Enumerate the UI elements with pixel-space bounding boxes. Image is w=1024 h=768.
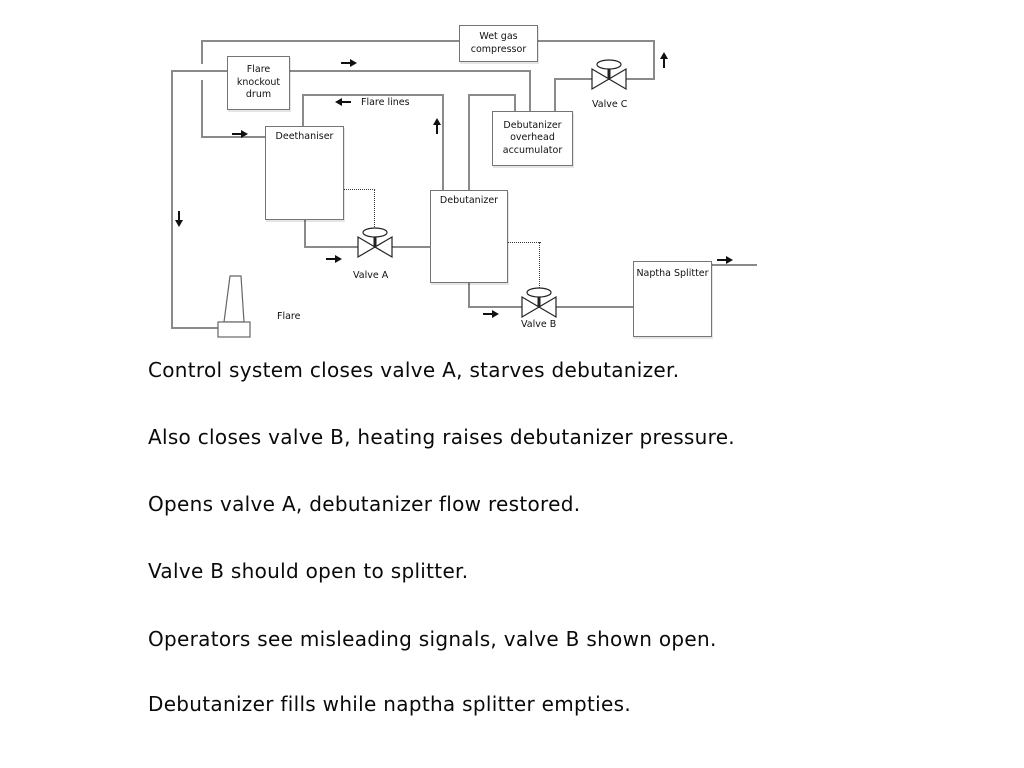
flare-label: Flare: [277, 311, 301, 322]
valve-a-label: Valve A: [353, 270, 389, 281]
pipe-drum-to-accumulator: [290, 70, 530, 72]
flow-arrow-down-flare-riser: [175, 211, 183, 227]
control-valve-a-icon: [357, 227, 393, 259]
pipe-valve-c-riser: [653, 40, 655, 80]
control-valve-b-icon: [521, 287, 557, 319]
pipe-deethaniser-bottoms: [304, 220, 306, 248]
signal-line-debutanizer-to-valve-b-v: [539, 242, 540, 288]
bullet-line-3: Opens valve A, debutanizer flow restored.: [148, 492, 581, 516]
flare-lines-label: Flare lines: [361, 97, 410, 108]
pipe-flare-riser: [171, 70, 173, 329]
pipe-overhead-drop-to-accumulator: [514, 94, 516, 112]
flare-stack-icon: [215, 274, 252, 339]
pipe-feed-downcomer-lower: [201, 80, 203, 138]
flow-arrow-left-flare-lines: [335, 98, 351, 106]
pipe-debutanizer-overhead-riser: [468, 94, 470, 190]
signal-line-deethaniser-to-valve-a-h: [344, 189, 375, 190]
pipe-drum-inlet: [172, 70, 227, 72]
box-debutanizer-overhead-accumulator: [492, 111, 573, 166]
control-valve-c-icon: [591, 59, 627, 91]
pipe-flare-header-to-deethaniser: [302, 94, 304, 127]
flow-arrow-right-splitter-outlet: [717, 256, 733, 264]
box-deethaniser-label: Deethaniser: [275, 131, 334, 142]
box-flare-knockout-drum-label: Flare knockout drum: [236, 64, 281, 101]
bullet-line-5: Operators see misleading signals, valve B shown open.: [148, 627, 717, 651]
pipe-debutanizer-flare-riser: [442, 94, 444, 190]
valve-c-label: Valve C: [592, 99, 628, 110]
bullet-line-6: Debutanizer fills while naptha splitter empties.: [148, 692, 632, 716]
flow-arrow-up-debutanizer-flare: [433, 118, 441, 134]
box-flare-knockout-drum: [227, 56, 290, 110]
pipe-compressor-discharge: [538, 40, 655, 42]
box-deethaniser: [265, 126, 344, 220]
pipe-splitter-outlet: [712, 264, 757, 266]
bullet-line-1: Control system closes valve A, starves debutanizer.: [148, 358, 680, 382]
box-wet-gas-compressor: [459, 25, 538, 62]
signal-line-deethaniser-to-valve-a-v: [374, 189, 375, 227]
box-wet-gas-compressor-label: Wet gas compressor: [470, 30, 527, 55]
pipe-debutanizer-bottoms: [468, 283, 470, 308]
pipe-overhead-run: [469, 94, 515, 96]
box-debutanizer-label: Debutanizer: [439, 195, 499, 206]
box-debutanizer: [430, 190, 508, 283]
pipe-flare-lines-header: [303, 94, 443, 96]
flow-arrow-right-deethaniser-feed: [232, 130, 248, 138]
pipe-feed-downcomer-upper: [201, 40, 203, 64]
box-naptha-splitter-label: Naptha Splitter: [636, 268, 709, 279]
pipe-drum-line-drop-to-accumulator: [529, 70, 531, 112]
pipe-top-feed-to-compressor: [202, 40, 459, 42]
flow-arrow-right-valve-b-inlet: [483, 310, 499, 318]
pipe-valve-c-drop-to-accumulator: [554, 78, 556, 112]
signal-line-debutanizer-to-valve-b-h: [508, 242, 541, 243]
box-debutanizer-overhead-accumulator-label: Debutanizer overhead accumulator: [502, 119, 563, 156]
pipe-flare-inlet: [172, 327, 218, 329]
bullet-line-4: Valve B should open to splitter.: [148, 559, 469, 583]
flow-arrow-right-valve-a-inlet: [326, 255, 342, 263]
valve-b-label: Valve B: [521, 319, 557, 330]
flow-arrow-up-valve-c-riser: [660, 52, 668, 68]
box-naptha-splitter: [633, 261, 712, 337]
bullet-line-2: Also closes valve B, heating raises debutanizer pressure.: [148, 425, 735, 449]
flow-arrow-right-drum-line: [341, 59, 357, 67]
